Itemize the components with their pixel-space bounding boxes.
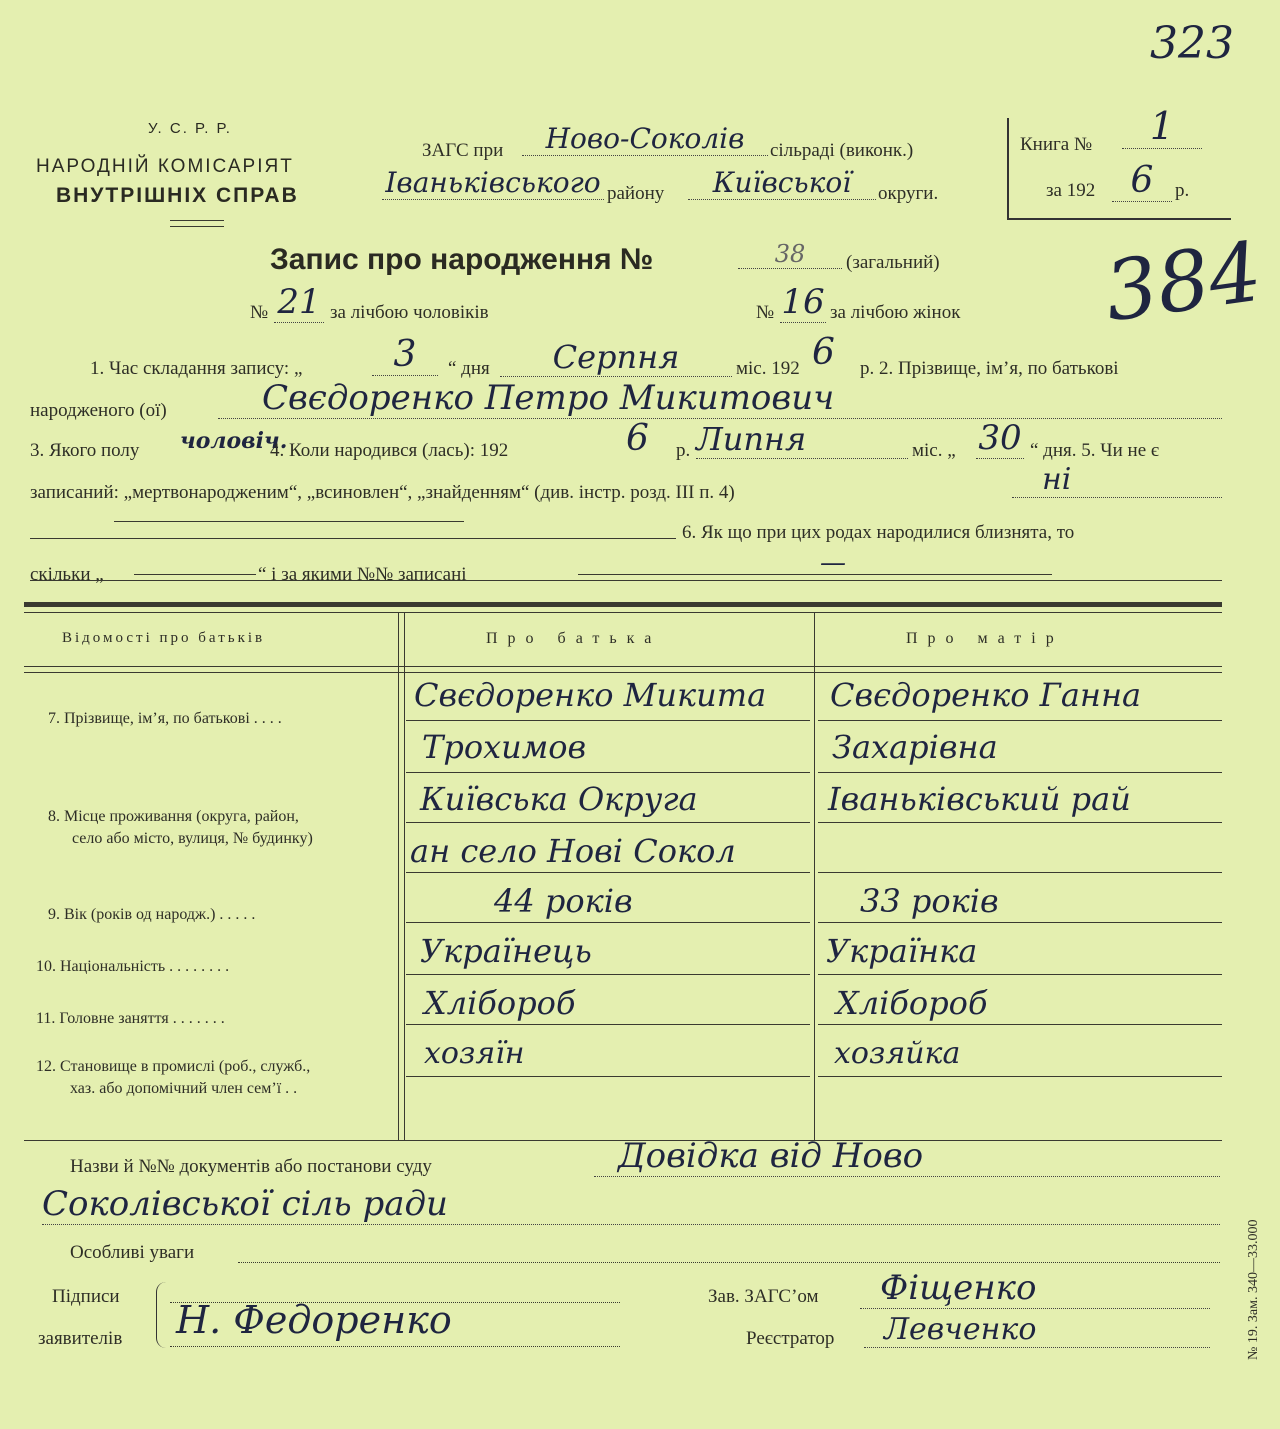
- remarks-label: Особливі уваги: [70, 1242, 195, 1263]
- page-title: Запис про народження №: [270, 243, 654, 276]
- remarks-line: [238, 1262, 1220, 1263]
- row-line: [818, 772, 1222, 773]
- male-no-prefix: №: [250, 302, 269, 323]
- female-no-prefix: №: [756, 302, 775, 323]
- birth-month-field: Липня: [696, 420, 908, 459]
- zags-prefix: ЗАГС при: [422, 140, 504, 161]
- twins-answer-field: —: [820, 548, 846, 578]
- birth-date-label: 4. Коли народився (лась): 192: [270, 440, 509, 461]
- newborn-name-field: Свєдоренко Петро Микитович: [218, 378, 1222, 419]
- father-residence: Київська Округа: [420, 780, 698, 818]
- record-month-field: Серпня: [500, 338, 732, 377]
- head-label: Зав. ЗАГС’ом: [708, 1286, 819, 1307]
- header-rule-1: [170, 220, 224, 221]
- father-status: хозяїн: [424, 1036, 525, 1071]
- row-label-status-2: хаз. або допомічний член сем’ї . .: [70, 1080, 298, 1097]
- sex-label: 3. Якого полу: [30, 440, 140, 461]
- col-header-parents: Відомості про батьків: [62, 630, 266, 646]
- table-header-rule-1: [24, 666, 1222, 667]
- row-line: [406, 1076, 810, 1077]
- record-time-label: 1. Час складання запису: „: [90, 358, 303, 379]
- col-header-mother: Про матір: [906, 630, 1064, 647]
- table-header-rule-2: [24, 672, 1222, 673]
- row-line: [818, 1076, 1222, 1077]
- female-count-field: 16: [781, 282, 825, 322]
- book-label: Книга №: [1020, 134, 1093, 155]
- documents-label: Назви й №№ документів або постанови суду: [70, 1156, 432, 1177]
- registrar-signature: Левченко: [864, 1312, 1210, 1348]
- applicants-label-2: заявителів: [38, 1328, 123, 1349]
- row-line: [818, 1024, 1222, 1025]
- header-rule-2: [170, 226, 224, 227]
- applicant-sig-line-2: [170, 1346, 620, 1347]
- commissariat-line2: ВНУТРІШНІХ СПРАВ: [56, 184, 299, 207]
- registrar-label: Реєстратор: [746, 1328, 835, 1349]
- row-line: [406, 822, 810, 823]
- col-header-father: Про батька: [486, 630, 662, 647]
- zags-suffix: сільраді (виконк.): [770, 140, 914, 161]
- row-line: [406, 720, 810, 721]
- mother-name: Свєдоренко Ганна: [830, 676, 1142, 714]
- okrug-label: округи.: [878, 183, 939, 204]
- zags-village-field: Ново-Соколів: [522, 122, 768, 156]
- row-line: [406, 772, 810, 773]
- father-residence-2: ан село Нові Сокол: [410, 832, 736, 870]
- row-label-status: 12. Становище в промислі (роб., служб.,: [36, 1058, 311, 1075]
- stillborn-label: записаний: „мертвонародженим“, „всиновлен“, „знайденням“ (див. інстр. розд. III п. 4): [30, 482, 735, 503]
- okrug-field: Київської: [688, 166, 876, 200]
- head-signature: Фіщенко: [860, 1268, 1210, 1309]
- district-label: району: [607, 183, 665, 204]
- applicant-signature: Н. Федоренко: [176, 1298, 452, 1342]
- row-line: [406, 872, 810, 873]
- table-divider-1: [398, 612, 399, 1140]
- commissariat-line1: НАРОДНІЙ КОМІСАРІЯТ: [36, 156, 294, 177]
- book-number-field: 1: [1122, 104, 1202, 149]
- book-year-prefix: за 192: [1046, 180, 1096, 201]
- record-year-field: 6: [812, 332, 835, 373]
- row-label-residence: 8. Місце проживання (округа, район,: [48, 808, 299, 825]
- district-field: Іваньківського: [382, 166, 604, 200]
- applicants-brace: [156, 1282, 167, 1348]
- row-label-nationality: 10. Національність . . . . . . . .: [36, 958, 230, 975]
- applicants-label-1: Підписи: [52, 1286, 120, 1307]
- print-run-note: № 19. Зам. 340—33.000: [1246, 1219, 1261, 1360]
- book-year-suffix: р.: [1175, 180, 1190, 201]
- twins-numbers-line: [578, 574, 1052, 575]
- mother-occupation: Хлібороб: [836, 984, 988, 1022]
- archive-number-right: 384: [1099, 224, 1268, 341]
- father-name: Свєдоренко Микита: [414, 676, 767, 714]
- father-patronymic: Трохимов: [422, 728, 587, 766]
- record-day-suffix: “ дня: [448, 358, 490, 379]
- mother-status: хозяйка: [834, 1036, 961, 1071]
- male-count-label: за лічбою чоловіків: [330, 302, 489, 323]
- birth-year-suffix: р.: [676, 440, 691, 461]
- record-day-field: 3: [372, 334, 438, 376]
- newborn-label: народженого (ої): [30, 400, 167, 421]
- twins-label: 6. Як що при цих родах народилися близнята, то: [682, 522, 1075, 543]
- row-line: [406, 922, 810, 923]
- row-line: [818, 720, 1222, 721]
- table-top-thin: [24, 612, 1222, 613]
- sex-field: чоловіч.: [180, 428, 288, 454]
- record-year-prefix: міс. 192: [736, 358, 800, 379]
- father-nationality: Українець: [420, 932, 592, 970]
- mother-age: 33 років: [860, 882, 999, 920]
- table-divider-1b: [404, 612, 405, 1140]
- twins-underline: [30, 580, 1222, 581]
- documents-field-2: Соколівської сіль ради: [42, 1184, 1220, 1225]
- archive-number-top: 323: [1150, 18, 1234, 69]
- father-age: 44 років: [494, 882, 633, 920]
- title-suffix: (загальний): [846, 252, 940, 273]
- row-label-age: 9. Вік (років од народж.) . . . . .: [48, 906, 256, 923]
- twins-numbers-label: “ і за якими №№ записані: [258, 564, 467, 585]
- record-number-field: 38: [738, 240, 842, 269]
- row-label-name: 7. Прізвище, ім’я, по батькові . . . .: [48, 710, 282, 727]
- table-top-thick: [24, 602, 1222, 607]
- documents-field-1: Довідка від Ново: [594, 1136, 1220, 1177]
- row-line: [406, 974, 810, 975]
- twins-count-line: [134, 574, 256, 575]
- row-line: [818, 922, 1222, 923]
- mother-patronymic: Захарівна: [832, 728, 998, 766]
- mother-residence: Іваньківський рай: [828, 780, 1131, 818]
- ussr-label: У. С. Р. Р.: [148, 120, 232, 137]
- row-label-residence-2: село або місто, вулиця, № будинку): [72, 830, 313, 847]
- female-count-label: за лічбою жінок: [830, 302, 961, 323]
- row-line: [406, 1024, 810, 1025]
- book-year-field: 6: [1112, 160, 1172, 202]
- birth-year-field: 6: [626, 418, 649, 459]
- row-line: [818, 872, 1222, 873]
- row-line: [818, 822, 1222, 823]
- table-divider-2: [814, 612, 815, 1140]
- mother-nationality: Українка: [826, 932, 978, 970]
- stillborn-answer-field: ні: [1012, 462, 1222, 498]
- male-count-field: 21: [274, 282, 324, 323]
- row-label-occupation: 11. Головне заняття . . . . . . .: [36, 1010, 225, 1027]
- birth-day-field: 30: [976, 418, 1024, 459]
- fullname-label: р. 2. Прізвище, ім’я, по батькові: [860, 358, 1119, 379]
- row-line: [818, 974, 1222, 975]
- father-occupation: Хлібороб: [424, 984, 576, 1022]
- stillborn-label-start: “ дня. 5. Чи не є: [1030, 440, 1160, 461]
- blank-line: [30, 538, 676, 539]
- stillborn-underline: [114, 521, 464, 522]
- twins-count-label: скільки „: [30, 564, 104, 585]
- birth-month-suffix: міс. „: [912, 440, 956, 461]
